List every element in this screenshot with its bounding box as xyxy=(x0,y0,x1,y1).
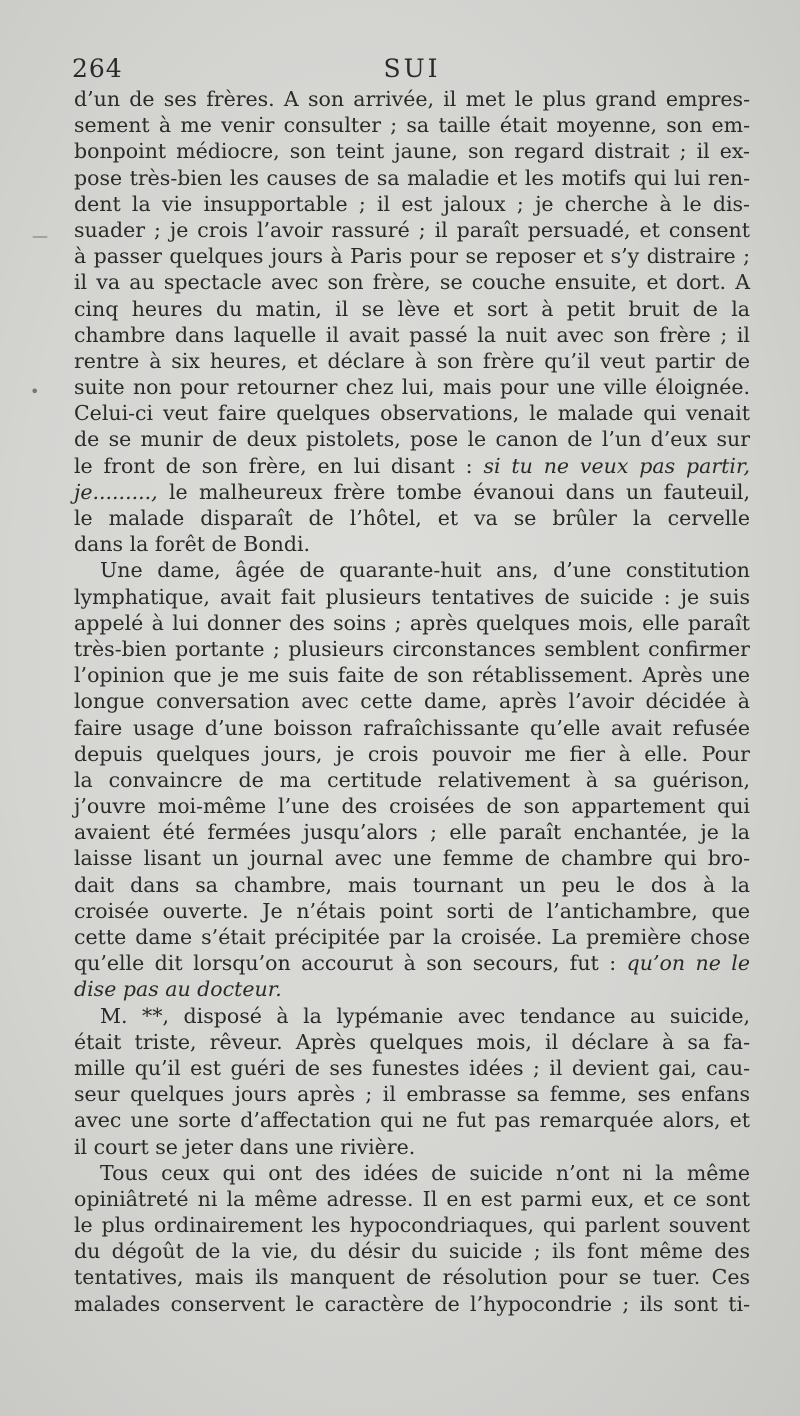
line-text: dent la vie insupportable ; il est jaloux ; je cherche à le dis- xyxy=(74,191,750,216)
line-text: tentatives, mais ils manquent de résolution pour se tuer. Ces xyxy=(74,1265,750,1290)
line-text: mille qu’il est guéri de ses funestes idées ; il devient gai, cau- xyxy=(74,1055,750,1080)
margin-dot: • xyxy=(30,382,40,401)
line-text: appelé à lui donner des soins ; après quelques mois, elle paraît xyxy=(74,610,750,635)
line-text: longue conversation avec cette dame, après l’avoir décidée à xyxy=(74,689,750,714)
line-text: suite non pour retourner chez lui, mais pour une ville éloignée. xyxy=(74,375,750,400)
line-text: opiniâtreté ni la même adresse. Il en est parmi eux, et ce sont xyxy=(74,1186,750,1211)
text-line xyxy=(74,1264,750,1290)
page-header xyxy=(72,54,752,88)
text-line xyxy=(74,1055,750,1081)
line-text: d’un de ses frères. A son arrivée, il met le plus grand empres- xyxy=(74,87,750,111)
text-line xyxy=(74,1134,750,1160)
text-line xyxy=(74,636,750,662)
line-text: M. **, disposé à la lypémanie avec tendance au suicide, xyxy=(100,1003,750,1028)
text-line xyxy=(74,426,750,452)
line-text: le front de son frère, en lui disant : xyxy=(74,453,484,478)
text-line xyxy=(74,557,750,583)
margin-dash: — xyxy=(32,226,48,245)
text-line xyxy=(74,453,750,479)
line-text: cette dame s’était précipitée par la croisée. La première chose xyxy=(74,925,750,949)
line-text: j’ouvre moi-même l’une des croisées de son appartement qui xyxy=(74,794,750,819)
line-italic-text: si tu ne veux pas partir, xyxy=(483,453,751,478)
text-line xyxy=(74,191,750,217)
line-text: lymphatique, avait fait plusieurs tentatives de suicide : je suis xyxy=(74,584,750,609)
line-text: avec une sorte d’affectation qui ne fut pas remarquée alors, et xyxy=(74,1108,750,1133)
text-line xyxy=(74,1186,750,1212)
text-line xyxy=(74,584,750,610)
text-line xyxy=(74,741,750,767)
line-text: dans la forêt de Bondi. xyxy=(74,532,311,557)
text-line xyxy=(74,138,750,164)
text-line xyxy=(74,924,750,950)
text-line xyxy=(74,662,750,688)
text-line xyxy=(74,322,750,348)
text-line xyxy=(74,531,750,557)
line-text: était triste, rêveur. Après quelques mois, il déclare à sa fa- xyxy=(74,1029,750,1054)
text-line xyxy=(74,610,750,636)
line-text: faire usage d’une boisson rafraîchissante qu’elle avait refusée xyxy=(74,715,750,740)
text-line xyxy=(74,243,750,269)
text-line xyxy=(74,793,750,819)
text-line xyxy=(74,976,750,1002)
text-line xyxy=(74,217,750,243)
text-line xyxy=(74,269,750,295)
line-text: suader ; je crois l’avoir rassuré ; il paraît persuadé, et consent xyxy=(74,217,750,242)
line-text: très-bien portante ; plusieurs circonstances semblent confirmer xyxy=(74,636,750,661)
line-text: bonpoint médiocre, son teint jaune, son regard distrait ; il ex- xyxy=(74,139,750,164)
line-text: le malheureux frère tombe évanoui dans un fauteuil, xyxy=(157,479,750,504)
line-text: Une dame, âgée de quarante-huit ans, d’une constitution xyxy=(100,558,750,583)
line-text: il va au spectacle avec son frère, se couche ensuite, et dort. A xyxy=(74,270,750,295)
line-text: de se munir de deux pistolets, pose le canon de l’un d’eux sur xyxy=(74,427,750,452)
text-line xyxy=(74,950,750,976)
text-line xyxy=(74,374,750,400)
line-text: seur quelques jours après ; il embrasse sa femme, ses enfans xyxy=(74,1082,750,1107)
line-text: le plus ordinairement les hypocondriaques, qui parlent souvent xyxy=(74,1213,750,1238)
line-text: laisse lisant un journal avec une femme de chambre qui bro- xyxy=(74,846,750,871)
line-text: le malade disparaît de l’hôtel, et va se brûler la cervelle xyxy=(74,506,750,530)
text-line xyxy=(74,1081,750,1107)
text-line xyxy=(74,165,750,191)
text-line xyxy=(74,1107,750,1133)
text-line xyxy=(74,819,750,845)
text-line xyxy=(74,1291,750,1317)
text-line xyxy=(74,845,750,871)
line-italic-text: qu’on ne le xyxy=(626,951,750,976)
text-line xyxy=(74,688,750,714)
text-line xyxy=(74,767,750,793)
body-text xyxy=(74,86,750,1317)
line-text: croisée ouverte. Je n’étais point sorti de l’antichambre, que xyxy=(74,898,750,923)
line-italic-text: dise pas au docteur. xyxy=(74,977,282,1002)
line-text: malades conservent le caractère de l’hypocondrie ; ils sont ti- xyxy=(74,1291,750,1316)
line-text: dait dans sa chambre, mais tournant un peu le dos à la xyxy=(74,872,750,897)
line-text: du dégoût de la vie, du désir du suicide ; ils font même des xyxy=(74,1239,750,1264)
line-text: chambre dans laquelle il avait passé la nuit avec son frère ; il xyxy=(74,322,750,347)
text-line xyxy=(74,898,750,924)
text-line xyxy=(74,1029,750,1055)
text-line xyxy=(74,86,750,112)
line-text: depuis quelques jours, je crois pouvoir me fier à elle. Pour xyxy=(74,741,750,766)
line-text: sement à me venir consulter ; sa taille était moyenne, son em- xyxy=(74,113,750,138)
text-line xyxy=(74,400,750,426)
running-head: SUI xyxy=(383,54,441,83)
line-text: il court se jeter dans une rivière. xyxy=(74,1134,416,1159)
text-line xyxy=(74,1212,750,1238)
text-line xyxy=(74,1160,750,1186)
line-text: rentre à six heures, et déclare à son frère qu’il veut partir de xyxy=(74,348,750,373)
text-line xyxy=(74,505,750,531)
text-line xyxy=(74,715,750,741)
line-text: avaient été fermées jusqu’alors ; elle paraît enchantée, je la xyxy=(74,820,750,845)
text-line xyxy=(74,348,750,374)
line-text: qu’elle dit lorsqu’on accourut à son secours, fut : xyxy=(74,951,627,976)
line-text: Celui-ci veut faire quelques observations, le malade qui venait xyxy=(74,401,750,426)
text-line xyxy=(74,296,750,322)
line-text: pose très-bien les causes de sa maladie et les motifs qui lui ren- xyxy=(74,165,750,190)
text-line xyxy=(74,112,750,138)
line-text: à passer quelques jours à Paris pour se reposer et s’y distraire ; xyxy=(74,244,750,269)
text-line xyxy=(74,1238,750,1264)
line-text: l’opinion que je me suis faite de son rétablissement. Après une xyxy=(74,663,750,688)
text-line xyxy=(74,479,750,505)
line-text: la convaincre de ma certitude relativement à sa guérison, xyxy=(74,767,750,792)
line-text: cinq heures du matin, il se lève et sort à petit bruit de la xyxy=(74,296,750,321)
text-line xyxy=(74,1003,750,1029)
text-line xyxy=(74,872,750,898)
page-number: 264 xyxy=(72,54,123,83)
line-text: Tous ceux qui ont des idées de suicide n’ont ni la même xyxy=(100,1160,750,1185)
line-italic-text: je........., xyxy=(74,479,158,504)
